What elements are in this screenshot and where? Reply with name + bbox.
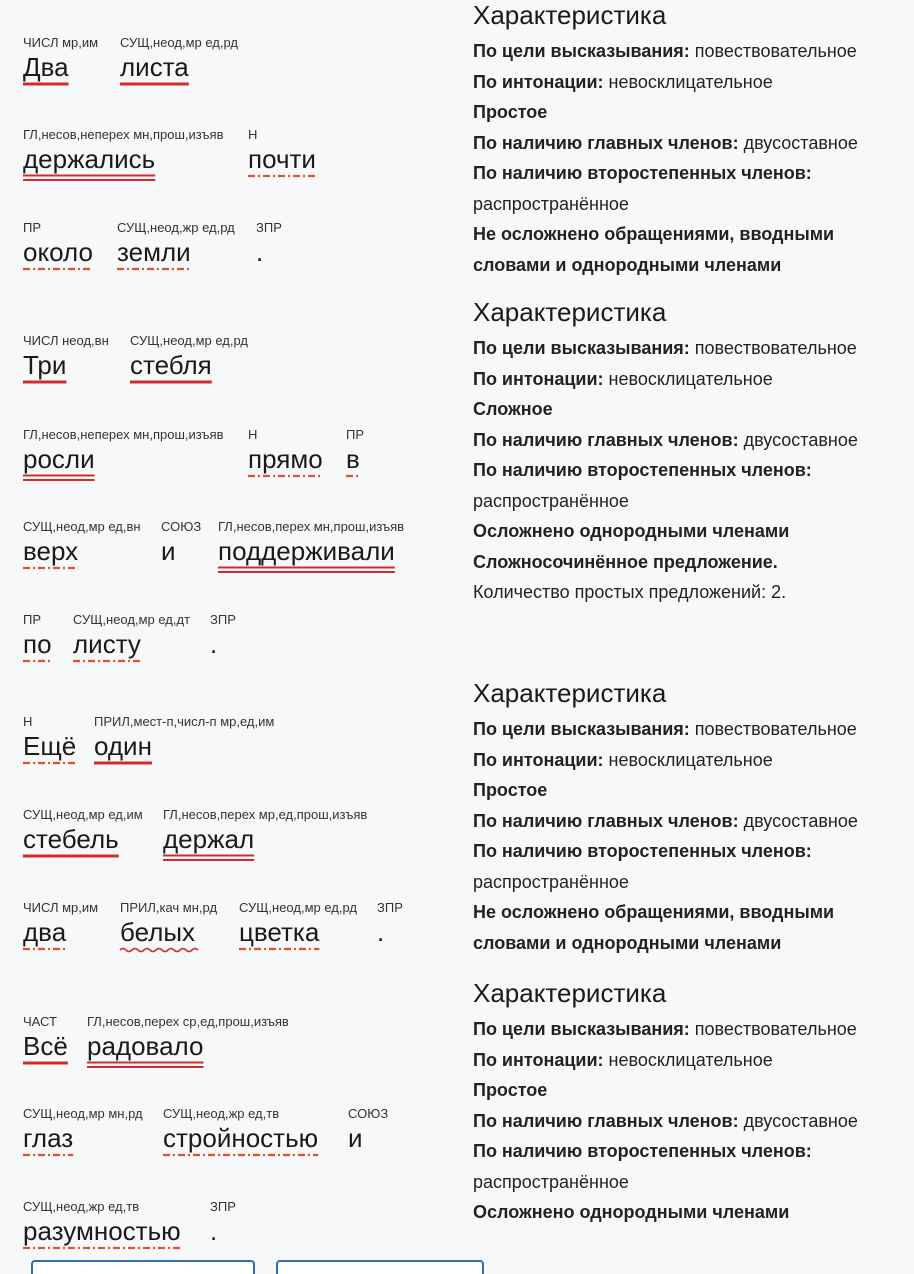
characteristic-row <box>473 455 903 486</box>
sentence-word: Три <box>23 350 67 380</box>
morph-tag: ПР <box>23 220 42 235</box>
morph-tag: Н <box>248 127 258 142</box>
characteristic-row <box>473 1106 903 1137</box>
morph-tag: Н <box>248 427 258 442</box>
underline-dashdot <box>23 947 66 957</box>
underline-dashdot <box>23 761 76 771</box>
characteristic-value: Количество простых предложений: 2. <box>473 582 787 602</box>
characteristic-value: невосклицательное <box>603 1049 773 1070</box>
characteristic-label: По интонации: <box>473 1049 604 1070</box>
characteristic-row <box>473 577 903 608</box>
sentence-word: . <box>377 917 385 947</box>
morph-tag: СОЮЗ <box>348 1106 389 1121</box>
underline-dashdot <box>163 1153 318 1163</box>
characteristic-label: Осложнено однородными членами <box>473 1202 790 1222</box>
underline-dashdot <box>23 566 78 576</box>
characteristic-title: Характеристика <box>473 0 667 30</box>
morph-tag: ГЛ,несов,перех мн,прош,изъяв <box>218 519 405 534</box>
characteristic-row <box>473 425 903 456</box>
morph-tag: ПРИЛ,мест-п,числ-п мр,ед,им <box>94 714 275 729</box>
sentence-word: . <box>256 237 264 267</box>
characteristic-block <box>473 297 903 608</box>
morph-tag: СУЩ,неод,мр ед,рд <box>120 35 239 50</box>
morph-tag: ЗПР <box>210 1199 236 1214</box>
morph-tag: ЧИСЛ неод,вн <box>23 333 109 348</box>
underline-dashdot <box>248 174 316 184</box>
characteristic-block <box>473 978 903 1228</box>
underline-dashdot <box>23 659 52 669</box>
characteristic-label: словами и однородными членами <box>473 932 782 953</box>
sentence-word: по <box>23 629 52 659</box>
morph-tag: ГЛ,несов,перех ср,ед,прош,изъяв <box>87 1014 289 1029</box>
characteristic-label: По цели высказывания: <box>473 719 690 739</box>
action-button-left[interactable] <box>31 1260 255 1274</box>
morph-tag: ЗПР <box>256 220 282 235</box>
characteristic-row <box>473 250 903 281</box>
characteristic-block <box>473 678 903 958</box>
characteristic-row <box>473 1136 903 1167</box>
characteristic-block <box>473 0 903 280</box>
characteristic-row <box>473 67 903 98</box>
underline-dashdot <box>23 267 93 277</box>
characteristic-label: По наличию главных членов: <box>473 1110 739 1131</box>
morph-tag: СУЩ,неод,жр ед,тв <box>163 1106 280 1121</box>
sentence-word: белых <box>120 917 196 947</box>
morph-tag: СОЮЗ <box>161 519 202 534</box>
action-button-right[interactable] <box>276 1260 484 1274</box>
characteristic-value: распространённое <box>473 490 629 511</box>
underline-solid <box>23 854 119 864</box>
characteristic-label: По наличию второстепенных членов: <box>473 163 812 183</box>
characteristic-row <box>473 219 903 250</box>
sentence-word: и <box>348 1123 363 1153</box>
characteristic-label: Простое <box>473 780 548 800</box>
sentence-word: Два <box>23 52 69 82</box>
characteristic-row <box>473 867 903 898</box>
sentence-word: стройностью <box>163 1123 319 1153</box>
morph-tag: ЧАСТ <box>23 1014 57 1029</box>
characteristic-value: невосклицательное <box>603 368 773 389</box>
characteristic-value: двусоставное <box>738 429 858 450</box>
underline-solid <box>120 82 189 92</box>
sentence-word: почти <box>248 144 316 174</box>
morph-tag: ЧИСЛ мр,им <box>23 35 99 50</box>
characteristic-row <box>473 547 903 578</box>
underline-dashdot <box>73 659 141 669</box>
characteristic-row <box>473 516 903 547</box>
characteristic-label: Осложнено однородными членами <box>473 521 790 541</box>
sentence-word: и <box>161 536 176 566</box>
underline-dashdot <box>23 1153 73 1163</box>
characteristic-value: двусоставное <box>738 132 858 153</box>
sentence-word: глаз <box>23 1123 74 1153</box>
underline-double <box>23 474 95 484</box>
characteristic-value: двусоставное <box>738 810 858 831</box>
characteristic-label: По интонации: <box>473 71 604 92</box>
characteristic-row <box>473 1045 903 1076</box>
sentence-word: росли <box>23 444 95 474</box>
characteristic-row <box>473 775 903 806</box>
morph-tag: ПР <box>23 612 42 627</box>
sentence-word: . <box>210 1216 218 1246</box>
underline-solid <box>94 761 152 771</box>
characteristic-title: Характеристика <box>473 297 667 327</box>
characteristic-label: По наличию главных членов: <box>473 429 739 450</box>
sentence-word: листу <box>73 629 141 659</box>
sentence-word: два <box>23 917 67 947</box>
underline-solid <box>23 1061 68 1071</box>
characteristic-label: По наличию второстепенных членов: <box>473 841 812 861</box>
sentence-word: поддерживали <box>218 536 395 566</box>
characteristic-label: По интонации: <box>473 749 604 770</box>
characteristic-value: повествовательное <box>689 719 857 739</box>
sentence-word: верх <box>23 536 79 566</box>
characteristic-label: Сложносочинённое предложение. <box>473 551 778 572</box>
underline-solid <box>130 380 212 390</box>
characteristic-row <box>473 189 903 220</box>
characteristic-value: двусоставное <box>738 1110 858 1131</box>
underline-double <box>218 566 395 576</box>
characteristic-label: Не осложнено обращениями, вводными <box>473 902 835 922</box>
characteristic-value: распространённое <box>473 871 629 892</box>
morph-tag: ЗПР <box>210 612 236 627</box>
sentence-word: . <box>210 629 218 659</box>
characteristic-title: Характеристика <box>473 978 667 1008</box>
morph-tag: СУЩ,неод,мр мн,рд <box>23 1106 143 1121</box>
characteristic-row <box>473 897 903 928</box>
morph-tag: СУЩ,неод,мр ед,дт <box>73 612 191 627</box>
morph-tag: Н <box>23 714 33 729</box>
characteristic-value: невосклицательное <box>603 749 773 770</box>
underline-dashdot <box>248 474 323 484</box>
morph-tag: ГЛ,несов,неперех мн,прош,изъяв <box>23 427 224 442</box>
morph-tag: СУЩ,неод,жр ед,тв <box>23 1199 140 1214</box>
underline-wavy <box>120 947 195 957</box>
characteristic-label: Простое <box>473 102 548 122</box>
characteristic-label: словами и однородными членами <box>473 254 782 275</box>
underline-double <box>23 174 155 184</box>
characteristic-row <box>473 745 903 776</box>
morph-tag: СУЩ,неод,мр ед,рд <box>239 900 358 915</box>
characteristic-row <box>473 928 903 959</box>
characteristic-label: По наличию главных членов: <box>473 810 739 831</box>
morph-tag: СУЩ,неод,жр ед,рд <box>117 220 235 235</box>
sentence-word: держались <box>23 144 156 174</box>
characteristic-row <box>473 806 903 837</box>
characteristic-row <box>473 1075 903 1106</box>
sentence-word: около <box>23 237 93 267</box>
morph-tag: ПРИЛ,кач мн,рд <box>120 900 218 915</box>
characteristic-row <box>473 364 903 395</box>
underline-dashdot <box>23 1246 181 1256</box>
sentence-word: Всё <box>23 1031 68 1061</box>
characteristic-label: По цели высказывания: <box>473 1019 690 1039</box>
characteristic-row <box>473 158 903 189</box>
characteristic-row <box>473 1197 903 1228</box>
sentence-word: стебель <box>23 824 119 854</box>
characteristic-row <box>473 836 903 867</box>
morph-tag: ЗПР <box>377 900 403 915</box>
sentence-word: разумностью <box>23 1216 181 1246</box>
characteristic-row <box>473 714 903 745</box>
characteristic-row <box>473 486 903 517</box>
morph-tag: СУЩ,неод,мр ед,рд <box>130 333 249 348</box>
sentence-word: Ещё <box>23 731 77 761</box>
characteristic-label: По наличию главных членов: <box>473 132 739 153</box>
morph-tag: ГЛ,несов,неперех мн,прош,изъяв <box>23 127 224 142</box>
characteristic-value: повествовательное <box>689 41 857 61</box>
underline-dashdot <box>117 267 191 277</box>
characteristic-row <box>473 1014 903 1045</box>
sentence-word: цветка <box>239 917 320 947</box>
characteristic-row <box>473 97 903 128</box>
characteristic-label: По цели высказывания: <box>473 338 690 358</box>
morph-tag: СУЩ,неод,мр ед,им <box>23 807 143 822</box>
morph-tag: ЧИСЛ мр,им <box>23 900 99 915</box>
characteristic-row <box>473 128 903 159</box>
underline-double <box>87 1061 203 1071</box>
characteristic-value: невосклицательное <box>603 71 773 92</box>
characteristic-label: По наличию второстепенных членов: <box>473 460 812 480</box>
underline-double <box>163 854 254 864</box>
sentence-word: один <box>94 731 152 761</box>
sentence-word: в <box>346 444 360 474</box>
underline-solid <box>23 380 66 390</box>
characteristic-label: Сложное <box>473 399 553 419</box>
characteristic-row <box>473 394 903 425</box>
sentence-word: радовало <box>87 1031 204 1061</box>
characteristic-label: Не осложнено обращениями, вводными <box>473 224 835 244</box>
morph-tag: ПР <box>346 427 365 442</box>
characteristic-value: распространённое <box>473 1171 629 1192</box>
characteristic-value: повествовательное <box>689 1019 857 1039</box>
sentence-word: держал <box>163 824 255 854</box>
characteristic-value: распространённое <box>473 193 629 214</box>
sentence-word: прямо <box>248 444 323 474</box>
underline-dashdot <box>239 947 319 957</box>
sentence-word: земли <box>117 237 191 267</box>
underline-dashdot <box>346 474 360 484</box>
characteristic-label: Простое <box>473 1080 548 1100</box>
sentence-word: листа <box>120 52 189 82</box>
characteristic-row <box>473 333 903 364</box>
underline-solid <box>23 82 69 92</box>
characteristic-row <box>473 36 903 67</box>
characteristic-label: По наличию второстепенных членов: <box>473 1141 812 1161</box>
characteristic-label: По интонации: <box>473 368 604 389</box>
characteristic-label: По цели высказывания: <box>473 41 690 61</box>
characteristic-row <box>473 1167 903 1198</box>
morph-tag: СУЩ,неод,мр ед,вн <box>23 519 141 534</box>
characteristic-value: повествовательное <box>689 338 857 358</box>
characteristic-title: Характеристика <box>473 678 667 708</box>
morph-tag: ГЛ,несов,перех мр,ед,прош,изъяв <box>163 807 368 822</box>
sentence-word: стебля <box>130 350 212 380</box>
